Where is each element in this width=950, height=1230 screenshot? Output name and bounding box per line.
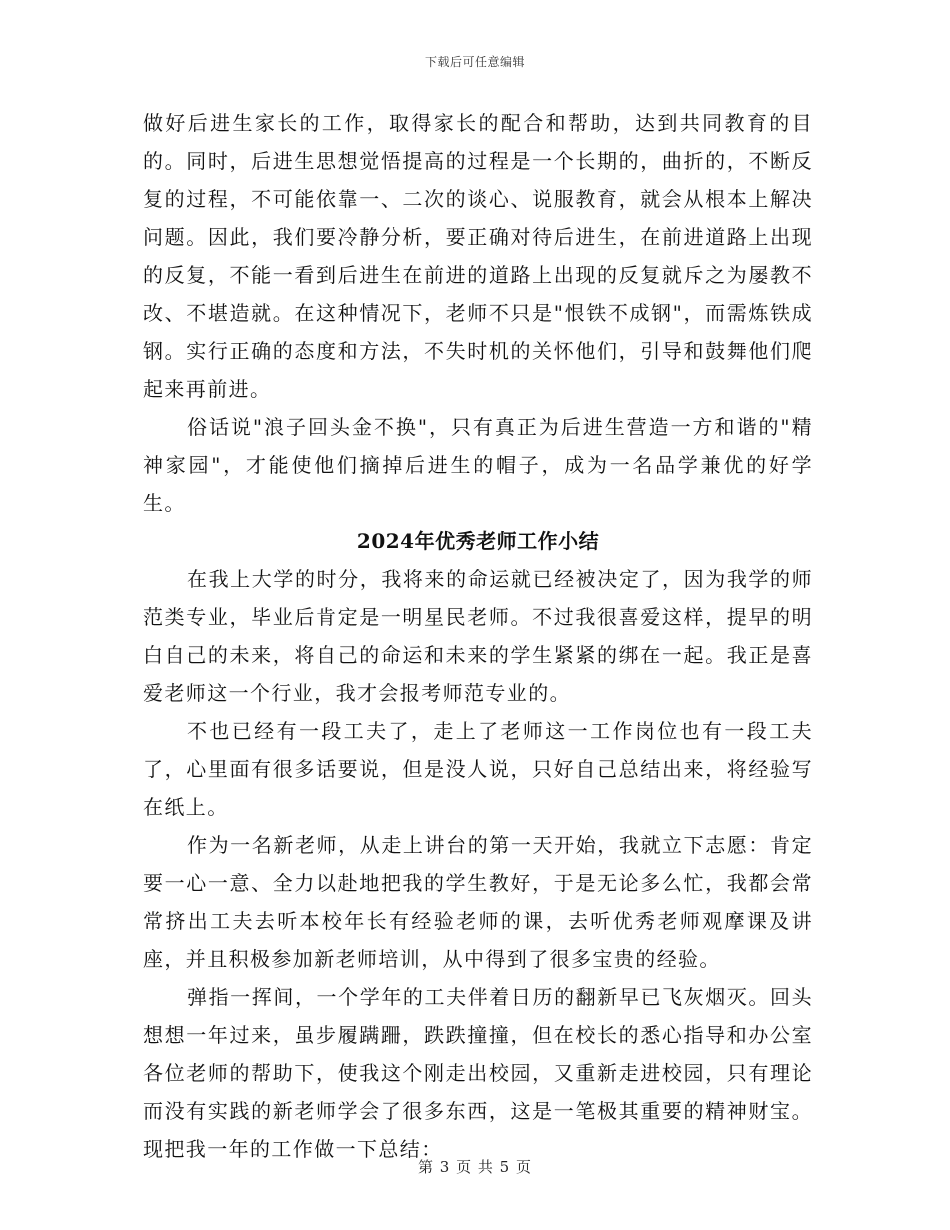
paragraph: 不也已经有一段工夫了，走上了老师这一工作岗位也有一段工夫了，心里面有很多话要说，但是没人说，只好自己总结出来，将经验写在纸上。 [143, 719, 813, 819]
section-title: 2024年优秀老师工作小结 [356, 529, 600, 553]
paragraph: 弹指一挥间，一个学年的工夫伴着日历的翻新早已飞灰烟灭。回头想想一年过来，虽步履蹒跚，跌跌撞撞，但在校长的悉心指导和办公室各位老师的帮助下，使我这个刚走出校园，又重新走进校园，只有理论而没有实践的新老师学会了很多东西，这是一笔极其重要的精神财宝。现把我一年的工作做一下总结： [143, 985, 813, 1161]
document-body [143, 104, 813, 1168]
paragraph: 俗话说"浪子回头金不换"，只有真正为后进生营造一方和谐的"精神家园"，才能使他们摘掉后进生的帽子，成为一名品学兼优的好学生。 [143, 415, 813, 515]
page-header: 下载后可任意编辑 [424, 55, 525, 69]
page-number: 第 3 页 共 5 页 [418, 1158, 532, 1176]
paragraph: 在我上大学的时分，我将来的命运就已经被决定了，因为我学的师范类专业，毕业后肯定是一明星民老师。不过我很喜爱这样，提早的明白自己的未来，将自己的命运和未来的学生紧紧的绑在一起。我正是喜爱老师这一个行业，我才会报考师范专业的。 [143, 567, 813, 705]
paragraph-continued: 做好后进生家长的工作，取得家长的配合和帮助，达到共同教育的目的。同时，后进生思想觉悟提高的过程是一个长期的，曲折的，不断反复的过程，不可能依靠一、二次的谈心、说服教育，就会从根本上解决问题。因此，我们要冷静分析，要正确对待后进生，在前进道路上出现的反复，不能一看到后进生在前进的道路上出现的反复就斥之为屡教不改、不堪造就。在这种情况下，老师不只是"恨铁不成钢"，而需炼铁成钢。实行正确的态度和方法，不失时机的关怀他们，引导和鼓舞他们爬起来再前进。 [143, 111, 813, 401]
paragraph: 作为一名新老师，从走上讲台的第一天开始，我就立下志愿：肯定要一心一意、全力以赴地把我的学生教好，于是无论多么忙，我都会常常挤出工夫去听本校年长有经验老师的课，去听优秀老师观摩课及讲座，并且积极参加新老师培训，从中得到了很多宝贵的经验。 [143, 833, 813, 971]
